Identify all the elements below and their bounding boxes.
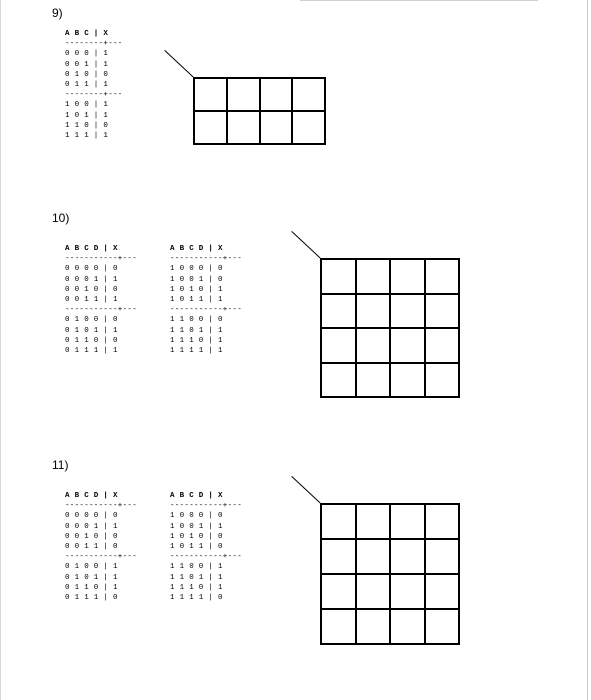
problem-11-truth-table-right bbox=[170, 491, 242, 603]
problem-10-truth-table-right bbox=[170, 244, 242, 356]
truth-table-row: 1 1 1 1 | 0 bbox=[170, 594, 223, 603]
truth-table-row: --------+--- bbox=[65, 91, 123, 100]
kmap-cell[interactable] bbox=[356, 609, 391, 644]
truth-table-row: 0 0 0 0 | 0 bbox=[65, 512, 118, 521]
truth-table-header: A B C | X bbox=[65, 30, 109, 38]
truth-table-header: A B C D | X bbox=[170, 245, 223, 253]
truth-table-row: 1 0 1 0 | 0 bbox=[170, 532, 223, 541]
truth-table-row: 1 1 0 1 | 1 bbox=[170, 573, 223, 582]
kmap-cell[interactable] bbox=[227, 78, 260, 111]
truth-table-row: 0 1 0 1 | 1 bbox=[65, 326, 118, 335]
problem-10-truth-table-left bbox=[65, 244, 137, 356]
kmap-cell[interactable] bbox=[390, 259, 425, 294]
truth-table-header: A B C D | X bbox=[170, 492, 223, 500]
kmap-cell[interactable] bbox=[425, 328, 460, 363]
kmap-cell[interactable] bbox=[260, 78, 293, 111]
truth-table-row: 0 1 0 | 0 bbox=[65, 70, 109, 79]
kmap-cell[interactable] bbox=[425, 574, 460, 609]
truth-table-row: 1 1 1 0 | 1 bbox=[170, 336, 223, 345]
kmap-cell[interactable] bbox=[390, 294, 425, 329]
truth-table-row: 1 0 1 1 | 1 bbox=[170, 296, 223, 305]
problem-9-truth-table bbox=[65, 29, 123, 141]
kmap-cell[interactable] bbox=[390, 328, 425, 363]
truth-table-row: 0 1 0 0 | 1 bbox=[65, 563, 118, 572]
kmap-cell[interactable] bbox=[425, 363, 460, 398]
truth-table-row: 0 1 0 0 | 0 bbox=[65, 316, 118, 325]
truth-table-row: 1 1 0 0 | 1 bbox=[170, 563, 223, 572]
truth-table-row: 1 1 0 0 | 0 bbox=[170, 316, 223, 325]
kmap-cell[interactable] bbox=[321, 259, 356, 294]
kmap-cell[interactable] bbox=[425, 539, 460, 574]
kmap-cell[interactable] bbox=[356, 363, 391, 398]
truth-table-row: 1 0 1 0 | 1 bbox=[170, 285, 223, 294]
truth-table-row: 1 0 1 1 | 0 bbox=[170, 543, 223, 552]
kmap-cell[interactable] bbox=[425, 259, 460, 294]
kmap-cell[interactable] bbox=[425, 294, 460, 329]
kmap-cell[interactable] bbox=[194, 111, 227, 144]
truth-table-row: 1 1 0 1 | 1 bbox=[170, 326, 223, 335]
kmap-cell[interactable] bbox=[390, 539, 425, 574]
truth-table-row: 0 0 1 0 | 0 bbox=[65, 532, 118, 541]
problem-9-kmap-grid bbox=[193, 77, 326, 145]
kmap-cell[interactable] bbox=[356, 294, 391, 329]
truth-table-row: 0 1 1 0 | 0 bbox=[65, 336, 118, 345]
truth-table-row: 0 0 1 0 | 0 bbox=[65, 285, 118, 294]
problem-10-label: 10) bbox=[52, 211, 70, 225]
kmap-cell[interactable] bbox=[390, 609, 425, 644]
truth-table-row: 1 1 1 | 1 bbox=[65, 132, 109, 141]
truth-table-row: 0 1 0 1 | 1 bbox=[65, 573, 118, 582]
truth-table-row: 1 0 1 | 1 bbox=[65, 111, 109, 120]
kmap-cell[interactable] bbox=[356, 574, 391, 609]
kmap-cell[interactable] bbox=[321, 504, 356, 539]
truth-table-row: 1 1 1 0 | 1 bbox=[170, 583, 223, 592]
truth-table-row: 0 1 1 | 1 bbox=[65, 81, 109, 90]
kmap-cell[interactable] bbox=[425, 609, 460, 644]
kmap-cell[interactable] bbox=[321, 539, 356, 574]
kmap-cell[interactable] bbox=[194, 78, 227, 111]
truth-table-row: 1 0 0 | 1 bbox=[65, 101, 109, 110]
truth-table-header: A B C D | X bbox=[65, 492, 118, 500]
truth-table-row: 1 0 0 1 | 0 bbox=[170, 275, 223, 284]
top-rule-divider bbox=[300, 0, 538, 1]
truth-table-row: -----------+--- bbox=[65, 306, 138, 315]
problem-10-kmap-grid bbox=[320, 258, 460, 398]
truth-table-row: 0 1 1 1 | 0 bbox=[65, 594, 118, 603]
kmap-cell[interactable] bbox=[390, 504, 425, 539]
truth-table-row: 1 0 0 0 | 0 bbox=[170, 512, 223, 521]
truth-table-row: -----------+--- bbox=[65, 255, 138, 264]
truth-table-row: -----------+--- bbox=[170, 502, 243, 511]
truth-table-header: A B C D | X bbox=[65, 245, 118, 253]
truth-table-row: -----------+--- bbox=[65, 553, 138, 562]
truth-table-row: 0 1 1 1 | 1 bbox=[65, 347, 118, 356]
truth-table-row: --------+--- bbox=[65, 40, 123, 49]
truth-table-row: 1 0 0 1 | 1 bbox=[170, 522, 223, 531]
truth-table-row: 0 1 1 0 | 1 bbox=[65, 583, 118, 592]
truth-table-row: 1 0 0 0 | 0 bbox=[170, 265, 223, 274]
kmap-cell[interactable] bbox=[356, 504, 391, 539]
truth-table-row: 1 1 1 1 | 1 bbox=[170, 347, 223, 356]
truth-table-row: -----------+--- bbox=[170, 306, 243, 315]
kmap-cell[interactable] bbox=[356, 259, 391, 294]
truth-table-row: -----------+--- bbox=[170, 553, 243, 562]
kmap-cell[interactable] bbox=[356, 539, 391, 574]
problem-11-kmap-grid bbox=[320, 503, 460, 645]
truth-table-row: 0 0 1 1 | 0 bbox=[65, 543, 118, 552]
kmap-cell[interactable] bbox=[321, 574, 356, 609]
kmap-cell[interactable] bbox=[390, 574, 425, 609]
truth-table-row: 0 0 1 1 | 1 bbox=[65, 296, 118, 305]
truth-table-row: 0 0 0 0 | 0 bbox=[65, 265, 118, 274]
problem-11-truth-table-left bbox=[65, 491, 137, 603]
kmap-cell[interactable] bbox=[321, 363, 356, 398]
kmap-cell[interactable] bbox=[227, 111, 260, 144]
truth-table-row: 0 0 1 | 1 bbox=[65, 60, 109, 69]
kmap-cell[interactable] bbox=[292, 111, 325, 144]
kmap-cell[interactable] bbox=[292, 78, 325, 111]
problem-11-label: 11) bbox=[52, 458, 69, 472]
kmap-cell[interactable] bbox=[260, 111, 293, 144]
problem-9-label: 9) bbox=[52, 6, 63, 20]
kmap-cell[interactable] bbox=[321, 328, 356, 363]
truth-table-row: 0 0 0 1 | 1 bbox=[65, 275, 118, 284]
kmap-cell[interactable] bbox=[321, 294, 356, 329]
truth-table-row: 0 0 0 | 1 bbox=[65, 50, 109, 59]
truth-table-row: 1 1 0 | 0 bbox=[65, 121, 109, 130]
truth-table-row: -----------+--- bbox=[170, 255, 243, 264]
kmap-cell[interactable] bbox=[356, 328, 391, 363]
truth-table-row: -----------+--- bbox=[65, 502, 138, 511]
kmap-cell[interactable] bbox=[425, 504, 460, 539]
kmap-cell[interactable] bbox=[321, 609, 356, 644]
truth-table-row: 0 0 0 1 | 1 bbox=[65, 522, 118, 531]
kmap-cell[interactable] bbox=[390, 363, 425, 398]
